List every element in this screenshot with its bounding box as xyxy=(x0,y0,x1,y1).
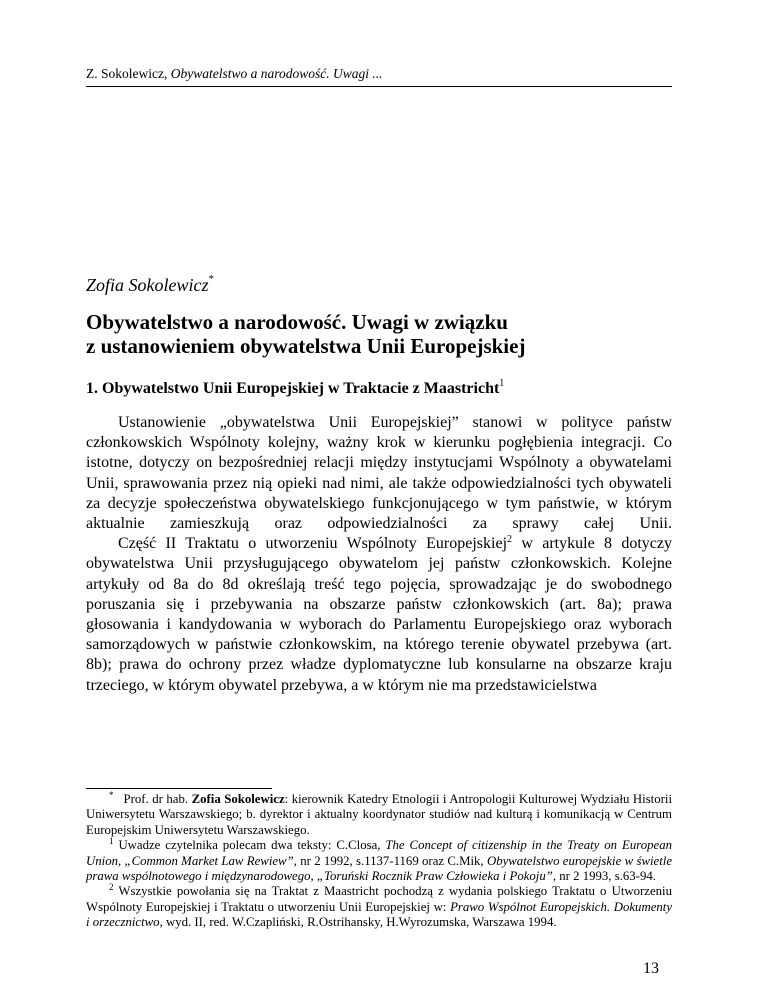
article-title xyxy=(86,310,686,358)
footnote-1 xyxy=(86,838,672,884)
paragraph-2-start: Część II Traktatu o utworzeniu Wspólnoty Europejskiej xyxy=(118,535,508,553)
footnote-1-text-e: nr 2 1993, s.63-94. xyxy=(556,869,656,884)
footnote-star-mark: * xyxy=(109,790,114,800)
footnote-ref-2: 2 xyxy=(507,534,513,546)
footnote-1-text-c: nr 2 1992, s.1137-1169 oraz C.Mik, xyxy=(296,853,487,868)
footnote-1-mark: 1 xyxy=(109,836,114,847)
footnote-2-text-c: , wyd. II, red. W.Czapliński, R.Ostrihansky, H.Wyrozumska, Warszawa 1994. xyxy=(159,915,557,930)
section-footnote-ref: 1 xyxy=(499,378,505,389)
footnote-star-name: Zofia Sokolewicz xyxy=(191,792,285,806)
footnote-rule xyxy=(86,788,272,789)
footnote-1-source-2: Obywatelstwo europejskie w świetle prawa wspólnotowego i międzynarodowego, „Toruński Rocznik Praw Człowieka i Pokoju”, xyxy=(86,853,673,884)
footnote-2-mark: 2 xyxy=(109,882,114,893)
author-name: Zofia Sokolewicz xyxy=(86,275,209,295)
paragraph-1: Ustanowienie „obywatelstwa Unii Europejskiej” stanowi w polityce państw członkowskich Wspólnoty kolejny, ważny krok w kierunku pogłębienia integracji. Co istotne, dotyczy on bezpośredniej relacji między instytucjami Wspólnoty a obywatelami Unii, sprawowania przez nią opieki nad nimi, ale także odpowiedzialności tych obywateli za decyzje społeczeństwa obywatelskiego funkcjonującego w tym państwie, w którym aktualnie zamieszkują oraz odpowiedzialności za sprawy całej Unii. xyxy=(86,414,672,533)
header-author: Z. Sokolewicz, xyxy=(86,66,171,81)
footnote-1-text-a: Uwadze czytelnika polecam dwa teksty: C.Closa, xyxy=(118,838,386,853)
footnote-star-text: : kierownik Katedry Etnologii i Antropologii Kulturowej Wydziału Historii Uniwersytetu Warszawskiego; b. dyrektor i aktualny koordynator studiów nad kulturą i komunikacją w Centrum Europejskim Uniwersytetu Warszawskiego. xyxy=(86,792,672,837)
header-rule xyxy=(86,86,672,87)
paragraph-2-rest: w artykule 8 dotyczy obywatelstwa Unii przysługującego obywatelom jej państw członkowskich. Kolejne artykuły od 8a do 8d określają treść tego pojęcia, sprowadzając je do swobodnego poruszania się i przebywania na obszarze państw członkowskich (art. 8a); prawa głosowania i kandydowania w wyborach do Parlamentu Europejskiego oraz wyborach samorządowych w państwie członkowskim, na którego terenie obywatel przebywa (art. 8b); prawa do ochrony przez władze dyplomatyczne lub konsularne na obszarze kraju trzeciego, w którym obywatel przebywa, a w którym nie ma przedstawicielstwa xyxy=(86,535,672,694)
page-number: 13 xyxy=(643,960,659,977)
paragraph-2 xyxy=(86,534,672,696)
author-footnote-mark: * xyxy=(208,273,214,285)
footnote-2 xyxy=(86,884,672,930)
body-text xyxy=(86,413,672,696)
title-line-1: Obywatelstwo a narodowość. Uwagi w związku xyxy=(86,310,508,334)
footnotes xyxy=(86,792,672,931)
article-author xyxy=(86,274,214,296)
title-line-2: z ustanowieniem obywatelstwa Unii Europejskiej xyxy=(86,334,526,358)
footnote-star-prefix: Prof. dr hab. xyxy=(123,792,192,806)
footnote-1-source-1: The Concept of citizenship in the Treaty on European Union, „Common Market Law Rewiew”, xyxy=(86,838,672,868)
footnote-star xyxy=(86,792,672,838)
header-title: Obywatelstwo a narodowość. Uwagi ... xyxy=(170,66,383,81)
running-header xyxy=(86,66,672,82)
section-heading xyxy=(86,379,686,399)
footnote-2-source: Prawo Wspólnot Europejskich. Dokumenty i orzecznictwo xyxy=(86,899,673,930)
footnote-2-text-a: Wszystkie powołania się na Traktat z Maastricht pochodzą z wydania polskiego Traktatu o Utworzeniu Wspólnoty Europejskiej i Traktatu o utworzeniu Unii Europejskiej w: xyxy=(86,884,673,914)
section-heading-text: 1. Obywatelstwo Unii Europejskiej w Traktacie z Maastricht xyxy=(86,380,500,397)
